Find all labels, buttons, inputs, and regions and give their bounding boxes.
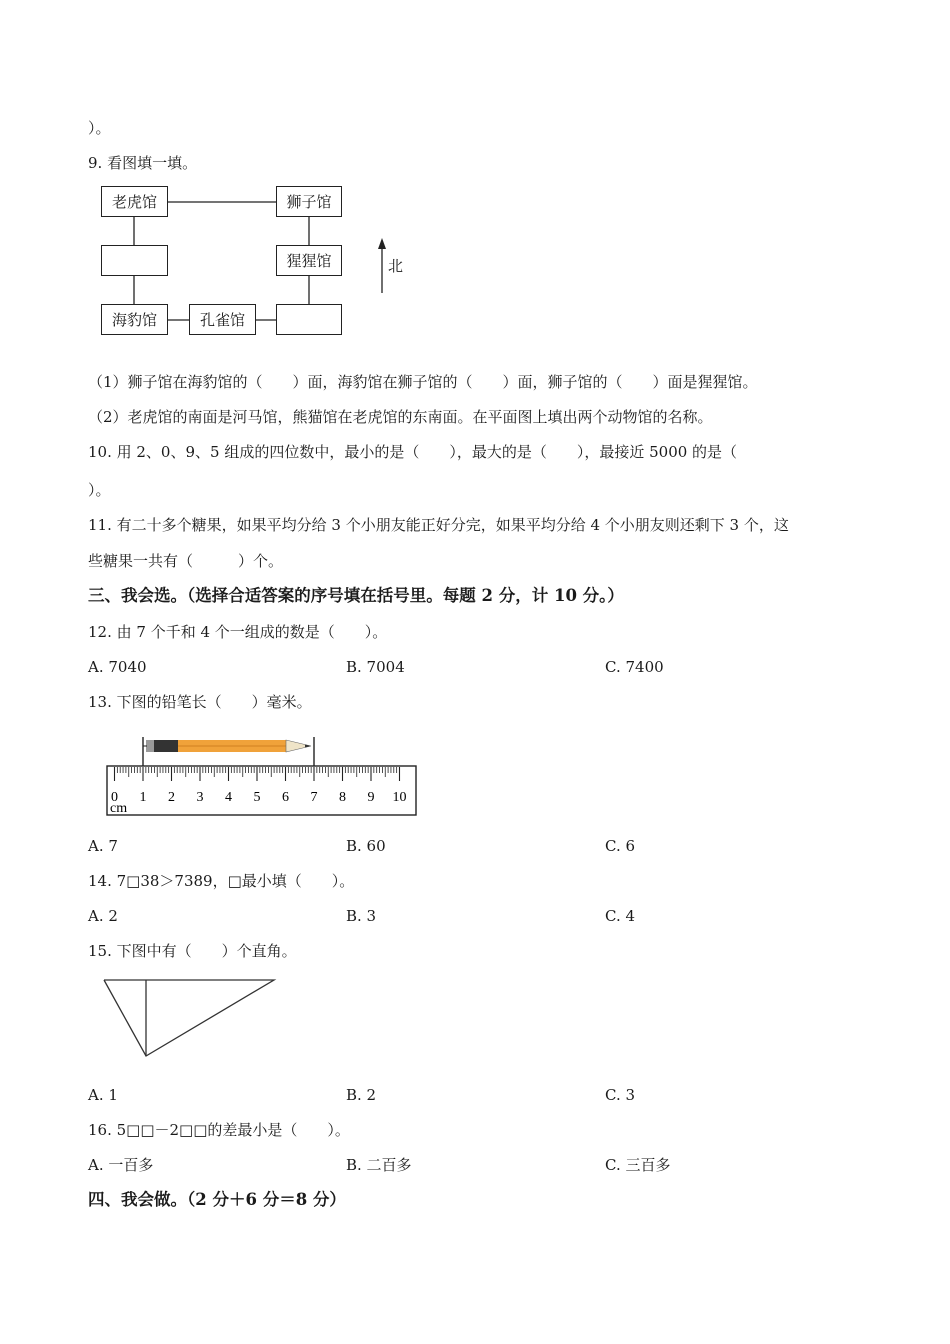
map-box-tiger: 老虎馆: [101, 186, 168, 217]
figure-outer-triangle: [104, 980, 274, 1056]
q10-line2: ）。: [88, 481, 111, 499]
q9-sub2: （2）老虎馆的南面是河马馆，熊猫馆在老虎馆的东南面。在平面图上填出两个动物馆的名称。: [88, 408, 713, 426]
q15-option-c[interactable]: C. 3: [605, 1086, 636, 1104]
ruler-label: 1: [139, 790, 147, 805]
ruler-label: 6: [282, 790, 289, 805]
q14-option-b[interactable]: B. 3: [346, 907, 377, 925]
q10-line1: 10. 用 2、0、9、5 组成的四位数中，最小的是（ ），最大的是（ ），最接近 5000 的是（: [88, 443, 738, 461]
q14-option-c[interactable]: C. 4: [605, 907, 636, 925]
section-3-title: 三、我会选。（选择合适答案的序号填在括号里。每题 2 分，计 10 分。）: [88, 586, 624, 605]
q15-stem: 15. 下图中有（ ）个直角。: [88, 942, 297, 960]
q14-stem: 14. 7□38＞7389，□最小填（ ）。: [88, 872, 355, 890]
ruler-label: 8: [339, 790, 346, 805]
ruler-label: 9: [367, 790, 375, 805]
ruler-label: 3: [196, 790, 204, 805]
map-box-lion: 狮子馆: [276, 186, 342, 217]
q13-stem: 13. 下图的铅笔长（ ）毫米。: [88, 693, 312, 711]
q11-line2: 些糖果一共有（ ）个。: [88, 552, 284, 570]
q9-sub1: （1）狮子馆在海豹馆的（ ）面，海豹馆在狮子馆的（ ）面，狮子馆的（ ）面是猩猩馆。: [88, 373, 758, 391]
q12-stem: 12. 由 7 个千和 4 个一组成的数是（ ）。: [88, 623, 388, 641]
section-4-title: 四、我会做。（2 分＋6 分＝8 分）: [88, 1190, 346, 1209]
q14-option-a[interactable]: A. 2: [88, 907, 118, 925]
map-box-seal: 海豹馆: [101, 304, 168, 335]
q15-option-a[interactable]: A. 1: [88, 1086, 118, 1104]
q9-title: 9. 看图填一填。: [88, 154, 198, 172]
ruler-label: 0: [111, 790, 118, 805]
q13-option-a[interactable]: A. 7: [88, 837, 118, 855]
q13-option-b[interactable]: B. 60: [346, 837, 386, 855]
q13-option-c[interactable]: C. 6: [605, 837, 636, 855]
ruler-label: 10: [392, 790, 407, 805]
q16-option-a[interactable]: A. 一百多: [88, 1156, 154, 1174]
q16-stem: 16. 5□□－2□□的差最小是（ ）。: [88, 1121, 350, 1139]
ruler-unit-label: cm: [110, 801, 128, 816]
map-box-gorilla: 猩猩馆: [276, 245, 342, 276]
ruler-label: 4: [225, 790, 232, 805]
map-box-peacock: 孔雀馆: [189, 304, 256, 335]
q8-tail: ）。: [88, 119, 111, 137]
q12-option-c[interactable]: C. 7400: [605, 658, 664, 676]
q15-option-b[interactable]: B. 2: [346, 1086, 377, 1104]
q12-option-b[interactable]: B. 7004: [346, 658, 405, 676]
north-label: 北: [388, 257, 404, 275]
ruler-label: 7: [310, 790, 318, 805]
q12-option-a[interactable]: A. 7040: [88, 658, 147, 676]
q16-option-c[interactable]: C. 三百多: [605, 1156, 671, 1174]
ruler-label: 2: [168, 790, 175, 805]
q11-line1: 11. 有二十多个糖果，如果平均分给 3 个小朋友能正好分完，如果平均分给 4 个小朋友则还剩下 3 个，这: [88, 516, 789, 534]
ruler-label: 5: [253, 790, 261, 805]
q16-option-b[interactable]: B. 二百多: [346, 1156, 412, 1174]
